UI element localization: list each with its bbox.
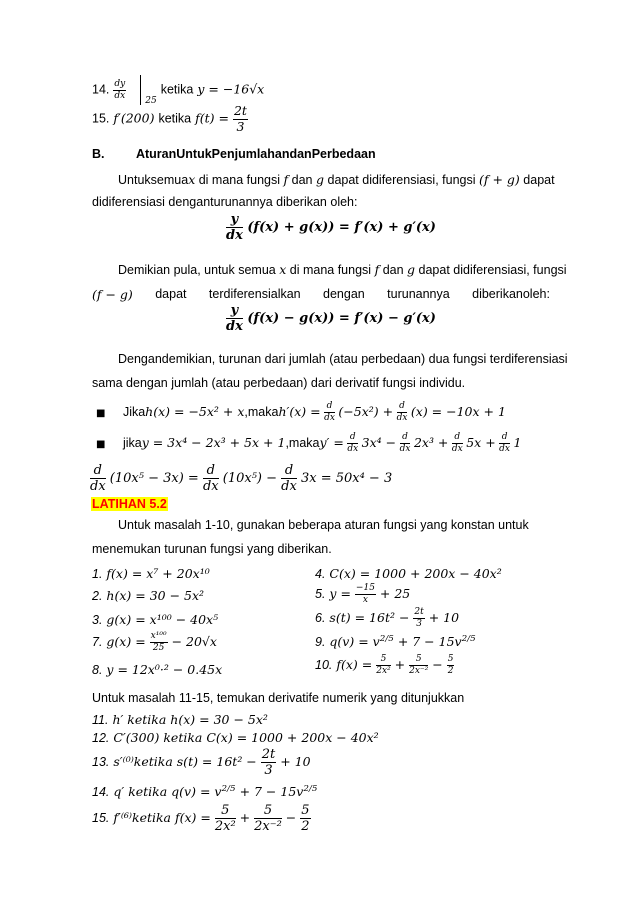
- para1-line2: didiferensiasi denganturunannya diberikan oleh:: [92, 195, 358, 209]
- exercise-5: 5. y = $\frac{-15}{x}$ + 25: [315, 583, 411, 605]
- numeric-14: 14. q′ ketika $q(v) = v^{2/5} + 7 - 15v^{2/5}$: [92, 783, 318, 799]
- numeric-15: 15. f′⁽⁶⁾ketika f(x) = $\frac{5}{\text{2x²}}$ + $\frac{5}{\text{2x⁻²}}$ − $\frac{5}{2}$: [92, 803, 310, 834]
- problem-15: [92, 105, 248, 133]
- exercise-8: 8. y = 12x⁰·² − 0.45x: [92, 662, 223, 677]
- problem-14-equation: y = −16√x: [197, 81, 265, 97]
- two-t-over-three: $\frac{2t}{3}$: [233, 103, 247, 134]
- difference-rule-formula: $\frac{y}{dx}$ (f(x) − g(x)) = f′(x) − g′(x): [226, 303, 436, 334]
- exercise-6: 6. s(t) = 16t² − $\frac{2t}{3}$ + 10: [315, 607, 460, 629]
- section-b-heading: B. AturanUntukPenjumlahandanPerbedaan: [92, 147, 376, 161]
- exercise-4: 4. C(x) = 1000 + 200x − 40x²: [315, 566, 502, 581]
- problem-number: 14.: [92, 82, 110, 97]
- numeric-11: 11. h′ ketika h(x) = 30 − 5x²: [92, 712, 268, 727]
- exercise-9: 9. $q(v) = v^{2/5} + 7 - 15v^{2/5}$: [315, 633, 476, 649]
- evaluation-bar: [140, 75, 141, 105]
- exercise-3: 3. g(x) = x¹⁰⁰ − 40x⁵: [92, 612, 219, 627]
- para5: Untuk masalah 11-15, temukan derivatife numerik yang ditunjukkan: [92, 691, 465, 705]
- bullet-example-1: ■ Jikah(x) = −5x² + x,makah′(x) = $\frac{d}{dx}$ (−5x²) + $\frac{d}{dx}$ (x) = −10x + 1: [96, 401, 506, 423]
- latihan-heading: LATIHAN 5.2: [92, 497, 167, 511]
- exercise-2: 2. h(x) = 30 − 5x²: [92, 588, 205, 603]
- para1-line1: Untuksemuax di mana fungsi f dan g dapat didiferensiasi, fungsi (f + g) dapat: [118, 172, 555, 187]
- ketika-label: ketika: [158, 111, 192, 126]
- bullet-square-icon: ■: [96, 438, 106, 450]
- derivative-example: $\frac{d}{dx}$ (10x⁵ − 3x) = $\frac{d}{dx}$ (10x⁵) − $\frac{d}{dx}$ 3x = 50x⁴ − 3: [90, 463, 393, 494]
- para3-line1: Dengandemikian, turunan dari jumlah (atau perbedaan) dua fungsi terdiferensiasi: [118, 352, 568, 366]
- numeric-12: 12. C′(300) ketika C(x) = 1000 + 200x − 40x²: [92, 730, 379, 745]
- para2-line1: Demikian pula, untuk semua x di mana fungsi f dan g dapat didiferensiasi, fungsi: [118, 262, 567, 277]
- exercise-1: 1. f(x) = x⁷ + 20x¹⁰: [92, 566, 210, 581]
- para2-line2: (f − g) dapat terdiferensialkan dengan turunannya diberikanoleh:: [92, 287, 550, 302]
- para4-line2: menemukan turunan fungsi yang diberikan.: [92, 542, 332, 556]
- exercise-7: 7. g(x) = $\frac{\text{x¹⁰⁰}}{25}$ − 20√x: [92, 631, 217, 653]
- bullet-square-icon: ■: [96, 407, 106, 419]
- sum-rule-formula: $\frac{y}{dx}$ (f(x) + g(x)) = f′(x) + g′(x): [226, 212, 436, 243]
- problem-number: 15.: [92, 111, 110, 126]
- f-prime-200: f′(200): [113, 110, 155, 126]
- para4-line1: Untuk masalah 1-10, gunakan beberapa aturan fungsi yang konstan untuk: [118, 518, 529, 532]
- exercise-10: 10. f(x) = $\frac{5}{\text{2x²}}$ + $\frac{5}{\text{2x⁻²}}$ − $\frac{5}{2}$: [315, 654, 454, 676]
- ketika-label: ketika: [160, 82, 194, 97]
- para3-line2: sama dengan jumlah (atau perbedaan) dari derivatif fungsi individu.: [92, 376, 466, 390]
- ft-equation: f(t) =: [195, 110, 229, 126]
- bullet-example-2: ■ jikay = 3x⁴ − 2x³ + 5x + 1,makay′ = $\frac{d}{dx}$ 3x⁴ − $\frac{d}{dx}$ 2x³ + $\frac{d}{dx}$ 5x + $\frac{d}{dx}$ 1: [96, 432, 522, 454]
- problem-14: [92, 75, 264, 105]
- numeric-13: 13. s′⁽⁰⁾ketika s(t) = 16t² − $\frac{2t}{3}$ + 10: [92, 747, 311, 778]
- evaluation-point: 25: [145, 95, 157, 106]
- dy-dx-fraction: $\frac{dy}{dx}$: [114, 78, 126, 101]
